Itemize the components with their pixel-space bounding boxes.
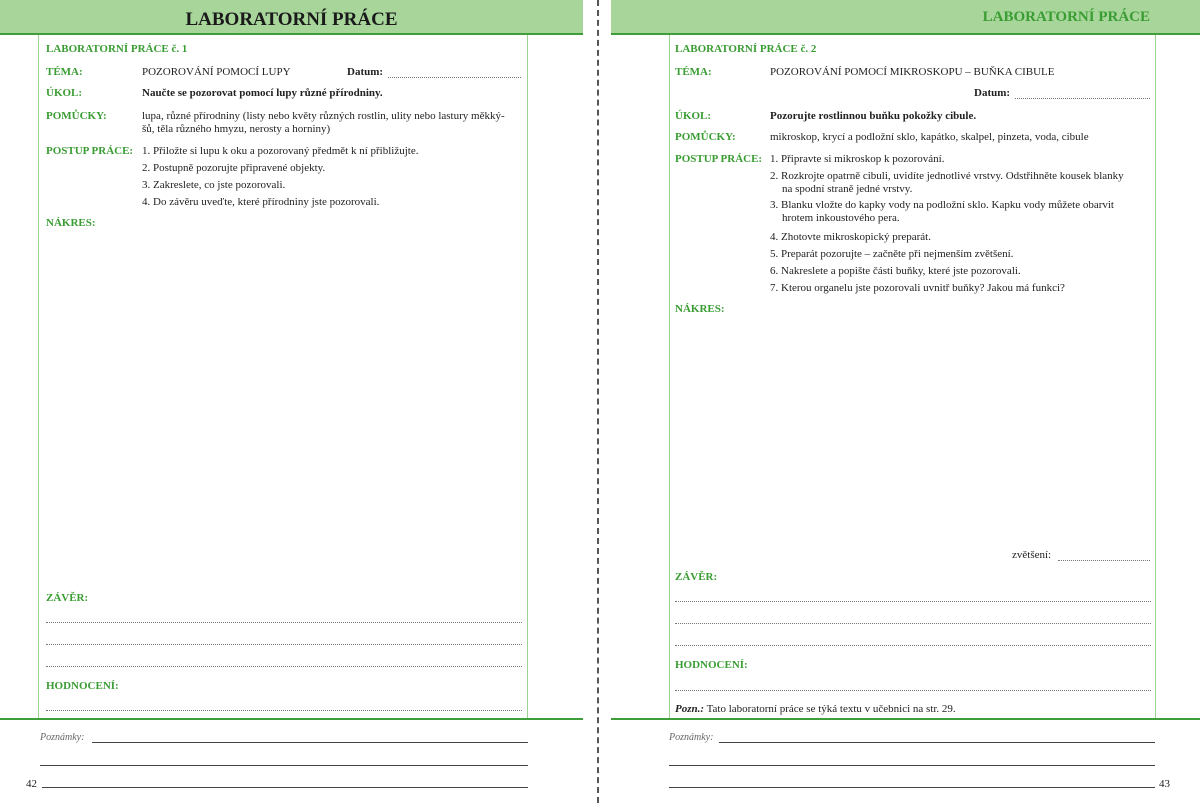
pomucky-label: POMŮCKY: (46, 110, 107, 122)
ukol-label: ÚKOL: (46, 87, 83, 99)
step-3-line-2: hrotem inkoustového pera. (782, 212, 900, 224)
step-3: 3. Zakreslete, co jste pozorovali. (142, 179, 286, 191)
right-page (611, 0, 1200, 803)
zaver-label: ZÁVĚR: (675, 571, 718, 583)
nakres-area[interactable] (675, 320, 1151, 545)
ukol-value: Naučte se pozorovat pomocí lupy různé přírodniny. (142, 87, 383, 99)
worksheet-heading: LABORATORNÍ PRÁCE č. 2 (675, 43, 817, 55)
hodnoceni-line[interactable] (675, 690, 1151, 691)
step-5: 5. Preparát pozorujte – začněte při nejmenším zvětšení. (770, 248, 1014, 260)
nakres-label: NÁKRES: (46, 217, 96, 229)
pozn-label: Pozn.: (675, 703, 705, 715)
tema-label: TÉMA: (675, 66, 712, 78)
postup-label: POSTUP PRÁCE: (46, 145, 134, 157)
ukol-label: ÚKOL: (675, 110, 712, 122)
notes-line-2[interactable] (669, 765, 1155, 766)
step-1: 1. Připravte si mikroskop k pozorování. (770, 153, 945, 165)
pomucky-line-2: šů, těla různého hmyzu, nerosty a horniny) (142, 123, 331, 135)
page-number: 43 (1159, 778, 1170, 790)
zaver-line-2[interactable] (46, 644, 522, 645)
zaver-line-3[interactable] (675, 645, 1151, 646)
page-divider (597, 0, 599, 803)
postup-label: POSTUP PRÁCE: (675, 153, 763, 165)
footer-rule (611, 718, 1200, 720)
datum-field[interactable] (388, 77, 521, 78)
left-page (0, 0, 583, 803)
step-3-line-1: 3. Blanku vložte do kapky vody na podložní sklo. Kapku vody můžete obarvit (770, 199, 1114, 211)
nakres-area[interactable] (46, 235, 522, 585)
tema-label: TÉMA: (46, 66, 83, 78)
zaver-label: ZÁVĚR: (46, 592, 89, 604)
tema-value: POZOROVÁNÍ POMOCÍ LUPY (142, 66, 291, 78)
poznamky-label: Poznámky: (40, 732, 85, 743)
pomucky-label: POMŮCKY: (675, 131, 736, 143)
datum-field[interactable] (1015, 98, 1150, 99)
step-6: 6. Nakreslete a popište části buňky, které jste pozorovali. (770, 265, 1021, 277)
header-title: LABORATORNÍ PRÁCE (982, 9, 1150, 25)
ukol-value: Pozorujte rostlinnou buňku pokožky cibule. (770, 110, 977, 122)
page-header (0, 0, 583, 35)
nakres-label: NÁKRES: (675, 303, 725, 315)
datum-label: Datum: (974, 87, 1011, 99)
notes-line-1[interactable] (719, 742, 1155, 743)
hodnoceni-label: HODNOCENÍ: (675, 659, 748, 671)
zaver-line-3[interactable] (46, 666, 522, 667)
step-7: 7. Kterou organelu jste pozorovali uvnitř buňky? Jakou má funkci? (770, 282, 1065, 294)
zvetseni-field[interactable] (1058, 560, 1150, 561)
zvetseni-label: zvětšení: (1012, 549, 1052, 561)
notes-line-1[interactable] (92, 742, 528, 743)
worksheet-heading: LABORATORNÍ PRÁCE č. 1 (46, 43, 188, 55)
poznamka (675, 703, 956, 716)
zaver-line-1[interactable] (675, 601, 1151, 602)
step-2-line-2: na spodní straně jedné vrstvy. (782, 183, 913, 195)
pomucky-line-1: lupa, různé přírodniny (listy nebo květy různých rostlin, ulity nebo lastury měkký- (142, 110, 505, 122)
tema-value: POZOROVÁNÍ POMOCÍ MIKROSKOPU – BUŇKA CIBULE (770, 66, 1055, 78)
datum-label: Datum: (347, 66, 384, 78)
zaver-line-2[interactable] (675, 623, 1151, 624)
pozn-text: Tato laboratorní práce se týká textu v učebnici na str. 29. (706, 703, 956, 715)
step-4: 4. Do závěru uveďte, které přírodniny jste pozorovali. (142, 196, 380, 208)
step-1: 1. Přiložte si lupu k oku a pozorovaný předmět k ní přibližujte. (142, 145, 419, 157)
page-header (611, 0, 1200, 35)
footer-rule (0, 718, 583, 720)
header-title: LABORATORNÍ PRÁCE (185, 9, 398, 30)
step-4: 4. Zhotovte mikroskopický preparát. (770, 231, 931, 243)
step-2-line-1: 2. Rozkrojte opatrně cibuli, uvidíte jednotlivé vrstvy. Odstřihněte kousek blanky (770, 170, 1124, 182)
pomucky-value: mikroskop, krycí a podložní sklo, kapátko, skalpel, pinzeta, voda, cibule (770, 131, 1089, 143)
hodnoceni-line[interactable] (46, 710, 522, 711)
zaver-line-1[interactable] (46, 622, 522, 623)
step-2: 2. Postupně pozorujte připravené objekty. (142, 162, 326, 174)
notes-line-3[interactable] (42, 787, 528, 788)
hodnoceni-label: HODNOCENÍ: (46, 680, 119, 692)
notes-line-3[interactable] (669, 787, 1155, 788)
poznamky-label: Poznámky: (669, 732, 714, 743)
page-number: 42 (26, 778, 37, 790)
notes-line-2[interactable] (40, 765, 528, 766)
